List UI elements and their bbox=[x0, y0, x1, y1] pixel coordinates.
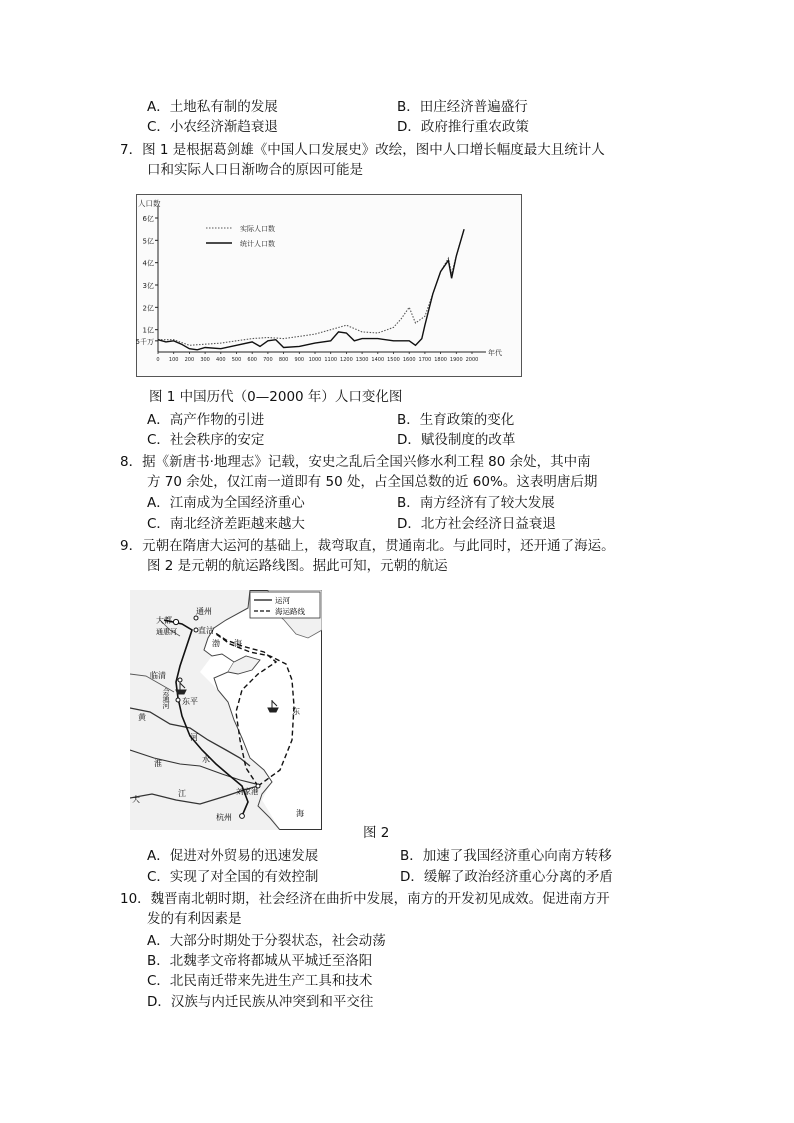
q10-option-c: C．北民南迁带来先进生产工具和技术 bbox=[147, 973, 373, 989]
q9-option-a: A．促进对外贸易的迅速发展 bbox=[147, 848, 319, 864]
q7-option-d: D．赋役制度的改革 bbox=[397, 432, 516, 448]
x-tick-label: 800 bbox=[278, 357, 289, 363]
label-hangzhou: 杭州 bbox=[216, 813, 232, 822]
q8-stem-line2: 方 70 余处，仅江南一道即有 50 处，占全国总数的近 60%。这表明唐后期 bbox=[147, 474, 598, 490]
label-da: 大 bbox=[132, 795, 140, 804]
q6-option-b: B．田庄经济普遍盛行 bbox=[397, 99, 528, 115]
label-tongzhou: 通州 bbox=[196, 607, 212, 616]
y-tick-label: 1亿 bbox=[142, 326, 154, 335]
label-hai: 海 bbox=[296, 809, 304, 818]
population-chart bbox=[136, 194, 522, 378]
q8-option-b: B．南方经济有了较大发展 bbox=[397, 495, 555, 511]
city-dadu-marker bbox=[173, 619, 178, 624]
y-tick-label: 3亿 bbox=[142, 282, 154, 290]
q10-option-b: B．北魏孝文帝将都城从平城迁至洛阳 bbox=[147, 953, 373, 969]
label-linqing: 临清 bbox=[150, 671, 166, 680]
figure2-caption: 图 2 bbox=[363, 825, 390, 841]
q9-option-c: C．实现了对全国的有效控制 bbox=[147, 869, 319, 885]
y-tick-label: 6亿 bbox=[142, 215, 154, 223]
x-tick-label: 2000 bbox=[465, 357, 479, 363]
x-tick-label: 0 bbox=[156, 357, 160, 363]
x-tick-label: 1300 bbox=[355, 357, 369, 363]
y-tick-label: 5亿 bbox=[142, 237, 154, 246]
y-tick-label: 5千万 bbox=[136, 337, 154, 346]
label-zhigu: 直沽 bbox=[198, 626, 214, 635]
legend-label: 统计人口数 bbox=[240, 240, 275, 248]
label-dadu: 大都 bbox=[156, 616, 172, 625]
q9-option-b: B．加速了我国经济重心向南方转移 bbox=[400, 848, 612, 864]
legend-sea-label: 海运路线 bbox=[275, 607, 305, 616]
label-dongping: 东平 bbox=[182, 697, 198, 706]
q8-option-d: D．北方社会经济日益衰退 bbox=[397, 516, 556, 532]
q10-option-d: D．汉族与内迁民族从冲突到和平交往 bbox=[147, 994, 374, 1010]
q7-option-c: C．社会秩序的安定 bbox=[147, 432, 265, 448]
label-bohai: 渤 bbox=[212, 639, 220, 648]
q7-option-a: A．高产作物的引进 bbox=[147, 412, 265, 428]
legend-label: 实际人口数 bbox=[240, 225, 275, 233]
label-jiang: 江 bbox=[178, 789, 186, 798]
x-tick-label: 900 bbox=[294, 357, 305, 363]
label-bohai-2: 海 bbox=[234, 639, 242, 648]
q10-stem-line2: 发的有利因素是 bbox=[147, 911, 242, 927]
city-hangzhou-marker bbox=[240, 814, 245, 819]
x-tick-label: 1400 bbox=[371, 357, 385, 363]
x-tick-label: 400 bbox=[216, 357, 226, 363]
figure1-caption: 图 1 中国历代（0—2000 年）人口变化图 bbox=[149, 389, 403, 405]
q6-option-c: C．小农经济渐趋衰退 bbox=[147, 119, 278, 135]
label-huang: 黄 bbox=[138, 713, 146, 722]
x-axis-title: 年代 bbox=[488, 349, 502, 357]
q8-option-a: A．江南成为全国经济重心 bbox=[147, 495, 305, 511]
label-he: 河 bbox=[190, 733, 198, 742]
y-tick-label: 4亿 bbox=[142, 259, 154, 268]
city-dongping-marker bbox=[176, 698, 180, 702]
q7-stem-line2: 口和实际人口日渐吻合的原因可能是 bbox=[147, 162, 363, 178]
q6-option-d: D．政府推行重农政策 bbox=[397, 119, 529, 135]
x-tick-label: 600 bbox=[247, 357, 257, 363]
x-tick-label: 1700 bbox=[418, 357, 432, 363]
label-tonghui: 通惠河 bbox=[156, 628, 177, 636]
y-axis-title: 人口数 bbox=[138, 199, 161, 208]
x-tick-label: 700 bbox=[263, 357, 273, 363]
q8-stem-line1: 8．据《新唐书·地理志》记载，安史之乱后全国兴修水利工程 80 余处，其中南 bbox=[120, 454, 591, 470]
q9-stem-line2: 图 2 是元朝的航运路线图。据此可知，元朝的航运 bbox=[147, 558, 448, 574]
q8-option-c: C．南北经济差距越来越大 bbox=[147, 516, 305, 532]
x-tick-label: 200 bbox=[184, 357, 195, 363]
q9-stem-line1: 9．元朝在隋唐大运河的基础上，裁弯取直，贯通南北。与此同时，还开通了海运。 bbox=[120, 538, 615, 554]
city-tongzhou-marker bbox=[194, 616, 198, 620]
q10-stem-line1: 10．魏晋南北朝时期，社会经济在曲折中发展，南方的开发初见成效。促进南方开 bbox=[120, 891, 610, 907]
y-tick-label: 2亿 bbox=[142, 304, 154, 313]
x-tick-label: 100 bbox=[168, 357, 179, 363]
x-tick-label: 1600 bbox=[402, 357, 416, 363]
label-shui: 水 bbox=[202, 755, 210, 764]
x-tick-label: 1900 bbox=[449, 357, 463, 363]
x-tick-label: 500 bbox=[231, 357, 242, 363]
x-tick-label: 1200 bbox=[340, 357, 353, 363]
q9-option-d: D．缓解了政治经济重心分离的矛盾 bbox=[400, 869, 613, 885]
x-tick-label: 1000 bbox=[308, 357, 322, 363]
x-tick-label: 1500 bbox=[387, 357, 400, 363]
label-dong: 东 bbox=[292, 707, 300, 716]
label-huitong: 会通河 bbox=[162, 688, 170, 709]
q7-option-b: B．生育政策的变化 bbox=[397, 412, 515, 428]
legend-canal-label: 运河 bbox=[275, 596, 290, 605]
x-tick-label: 300 bbox=[200, 357, 210, 363]
x-tick-label: 1100 bbox=[324, 357, 338, 363]
x-tick-label: 1800 bbox=[434, 357, 447, 363]
q10-option-a: A．大部分时期处于分裂状态，社会动荡 bbox=[147, 933, 386, 949]
label-huai: 淮 bbox=[154, 759, 162, 768]
city-linqing-marker bbox=[178, 678, 182, 682]
q6-option-a: A．土地私有制的发展 bbox=[147, 99, 278, 115]
shipping-route-map bbox=[130, 590, 322, 830]
q7-stem-line1: 7．图 1 是根据葛剑雄《中国人口发展史》改绘，图中人口增长幅度最大且统计人 bbox=[120, 142, 605, 158]
label-liujiagang: 刘家港 bbox=[236, 787, 259, 796]
